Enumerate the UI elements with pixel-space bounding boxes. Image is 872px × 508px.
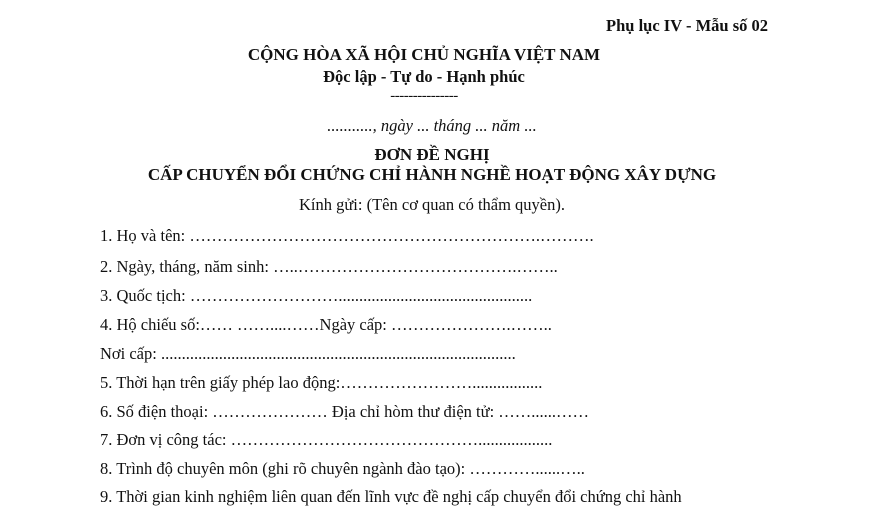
field-passport: 4. Hộ chiếu số:…… ……....……Ngày cấp: ………………….…….. [100, 315, 552, 334]
field-date-of-birth: 2. Ngày, tháng, năm sinh: …..………………………………….…….. [100, 257, 558, 276]
national-motto: Độc lập - Tự do - Hạnh phúc [323, 67, 525, 86]
date-line: ..........., ngày ... tháng ... năm ... [327, 116, 537, 135]
form-title: ĐƠN ĐỀ NGHỊ [374, 145, 490, 164]
recipient-line: Kính gửi: (Tên cơ quan có thẩm quyền). [298, 195, 565, 214]
field-qualification: 8. Trình độ chuyên môn (ghi rõ chuyên ngành đào tạo): …………......….. [100, 459, 585, 478]
field-experience: 9. Thời gian kinh nghiệm liên quan đến lĩnh vực đề nghị cấp chuyển đổi chứng chỉ hành [100, 487, 682, 506]
form-subtitle: CẤP CHUYỂN ĐỔI CHỨNG CHỈ HÀNH NGHỀ HOẠT ĐỘNG XÂY DỰNG [147, 165, 717, 184]
field-place-of-issue: Nơi cấp: ...................................................................................... [100, 344, 516, 363]
field-work-permit-term: 5. Thời hạn trên giấy phép lao động:……………………................. [100, 373, 543, 392]
nation-title: CỘNG HÒA XÃ HỘI CHỦ NGHĨA VIỆT NAM [247, 45, 601, 64]
field-workplace: 7. Đơn vị công tác: ……………………………………….................. [100, 430, 553, 449]
field-full-name: 1. Họ và tên: ……………………………………………………….………. [100, 226, 594, 245]
field-nationality: 3. Quốc tịch: ………………………............................................... [100, 286, 533, 305]
appendix-label: Phụ lục IV - Mẫu số 02 [606, 16, 768, 35]
header-separator: --------------- [390, 88, 458, 104]
field-phone-email: 6. Số điện thoại: ………………… Địa chỉ hòm thư điện tử: ……......…… [100, 402, 590, 421]
